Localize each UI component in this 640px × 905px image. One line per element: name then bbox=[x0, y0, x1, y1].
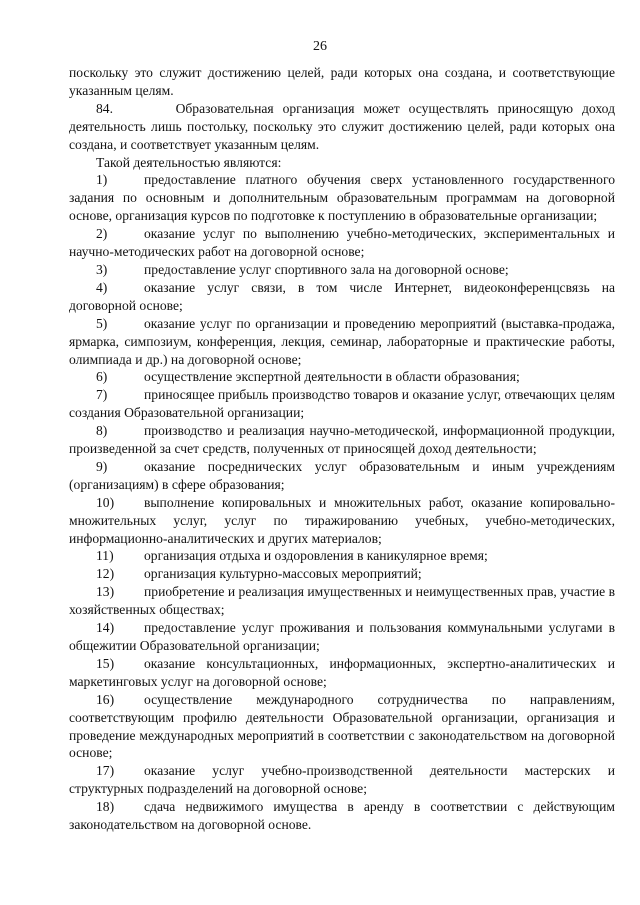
list-item-text: предоставление платного обучения сверх установленного государственного задания по основным и дополнительным образовательным программам на договорной основе, организация курсов по подготовке к поступлению в образовательные организации; bbox=[69, 172, 615, 224]
list-item-text: производство и реализация научно-методической, информационной продукции, произведенной за счет средств, полученных от приносящей доход деятельности; bbox=[69, 423, 615, 457]
list-item bbox=[69, 458, 615, 494]
list-item-text: оказание услуг по организации и проведению мероприятий (выставка-продажа, ярмарка, симпозиум, конференция, лекция, семинар, лабораторные и практические работы, олимпиада и др.) на договорной основе; bbox=[69, 315, 615, 367]
list-item bbox=[69, 422, 615, 458]
list-item-number: 17) bbox=[96, 763, 115, 779]
list-item-text: выполнение копировальных и множительных работ, оказание копировально-множительных услуг, услуг по тиражированию учебных, учебно-методических, информационно-аналитических и других материалов; bbox=[69, 494, 615, 546]
intro-paragraph: поскольку это служит достижению целей, ради которых она создана, и соответствующие указанным целям. bbox=[69, 65, 615, 98]
list-item bbox=[69, 565, 615, 583]
list-item bbox=[69, 315, 615, 369]
list-item bbox=[69, 583, 615, 619]
list-item bbox=[69, 261, 615, 279]
list-item-text: оказание услуг учебно-производственной деятельности мастерских и структурных подразделений на договорной основе; bbox=[69, 763, 615, 797]
list-item-text: предоставление услуг проживания и пользования коммунальными услугами в общежитии Образовательной организации; bbox=[69, 620, 615, 653]
list-item-text: сдача недвижимого имущества в аренду в соответствии с действующим законодательством на договорной основе. bbox=[69, 799, 615, 833]
list-item-number: 3) bbox=[96, 261, 108, 277]
list-item-number: 18) bbox=[96, 799, 115, 815]
list-item bbox=[69, 547, 615, 565]
list-item-number: 9) bbox=[96, 458, 108, 474]
list-item-number: 6) bbox=[96, 369, 108, 385]
list-item-text: осуществление международного сотрудничества по направлениям, соответствующим профилю деятельности Образовательной организации, организация и проведение международных мероприятий в соответствии с законодательством на договорной основе; bbox=[69, 691, 615, 761]
list-item bbox=[69, 798, 615, 834]
paragraph-84 bbox=[69, 100, 615, 154]
paragraph-text: Образовательная организация может осуществлять приносящую доход деятельность лишь постольку, поскольку это служит достижению целей, ради которых она создана, и соответствует указанным целям. bbox=[69, 100, 615, 152]
list-item-text: оказание услуг связи, в том числе Интернет, видеоконференцсвязь на договорной основе; bbox=[69, 279, 615, 313]
list-item bbox=[69, 386, 615, 422]
list-item-text: предоставление услуг спортивного зала на договорной основе; bbox=[144, 261, 509, 277]
list-item-text: оказание консультационных, информационных, экспертно-аналитических и маркетинговых услуг на договорной основе; bbox=[69, 655, 615, 689]
list-item bbox=[69, 655, 615, 691]
list-item-number: 13) bbox=[96, 584, 115, 600]
list-item bbox=[69, 279, 615, 315]
list-item-number: 7) bbox=[96, 387, 108, 403]
list-item-text: приобретение и реализация имущественных и неимущественных прав, участие в хозяйственных обществах; bbox=[69, 584, 615, 618]
list-item-number: 11) bbox=[96, 548, 114, 564]
list-item bbox=[69, 225, 615, 261]
list-item-number: 10) bbox=[96, 494, 115, 510]
list-item-text: осуществление экспертной деятельности в области образования; bbox=[144, 369, 520, 385]
list-item-number: 15) bbox=[96, 655, 115, 671]
list-item-number: 4) bbox=[96, 279, 108, 295]
list-item bbox=[69, 619, 615, 655]
list-lead-in: Такой деятельностью являются: bbox=[96, 154, 282, 170]
page-number: 26 bbox=[313, 39, 327, 54]
paragraph-number: 84. bbox=[96, 100, 113, 116]
list-item bbox=[69, 171, 615, 225]
list-item-number: 14) bbox=[96, 620, 115, 636]
list-item-number: 2) bbox=[96, 226, 108, 242]
list-item-number: 8) bbox=[96, 423, 108, 439]
list-item-number: 5) bbox=[96, 315, 108, 331]
list-item-text: приносящее прибыль производство товаров и оказание услуг, отвечающих целям создания Образовательной организации; bbox=[69, 387, 615, 421]
list-item-text: оказание посреднических услуг образовательным и иным учреждениям (организациям) в сфере образования; bbox=[69, 458, 615, 492]
list-item-text: оказание услуг по выполнению учебно-методических, экспериментальных и научно-методических работ на договорной основе; bbox=[69, 226, 615, 260]
list-item bbox=[69, 762, 615, 798]
list-item-number: 16) bbox=[96, 691, 115, 707]
list-item-text: организация культурно-массовых мероприятий; bbox=[144, 566, 422, 582]
list-item-number: 12) bbox=[96, 566, 115, 582]
list-item bbox=[69, 368, 615, 386]
list-item bbox=[69, 494, 615, 548]
list-item bbox=[69, 691, 615, 763]
list-item-text: организация отдыха и оздоровления в каникулярное время; bbox=[144, 548, 488, 564]
document-body bbox=[69, 64, 615, 834]
list-item-number: 1) bbox=[96, 172, 108, 188]
